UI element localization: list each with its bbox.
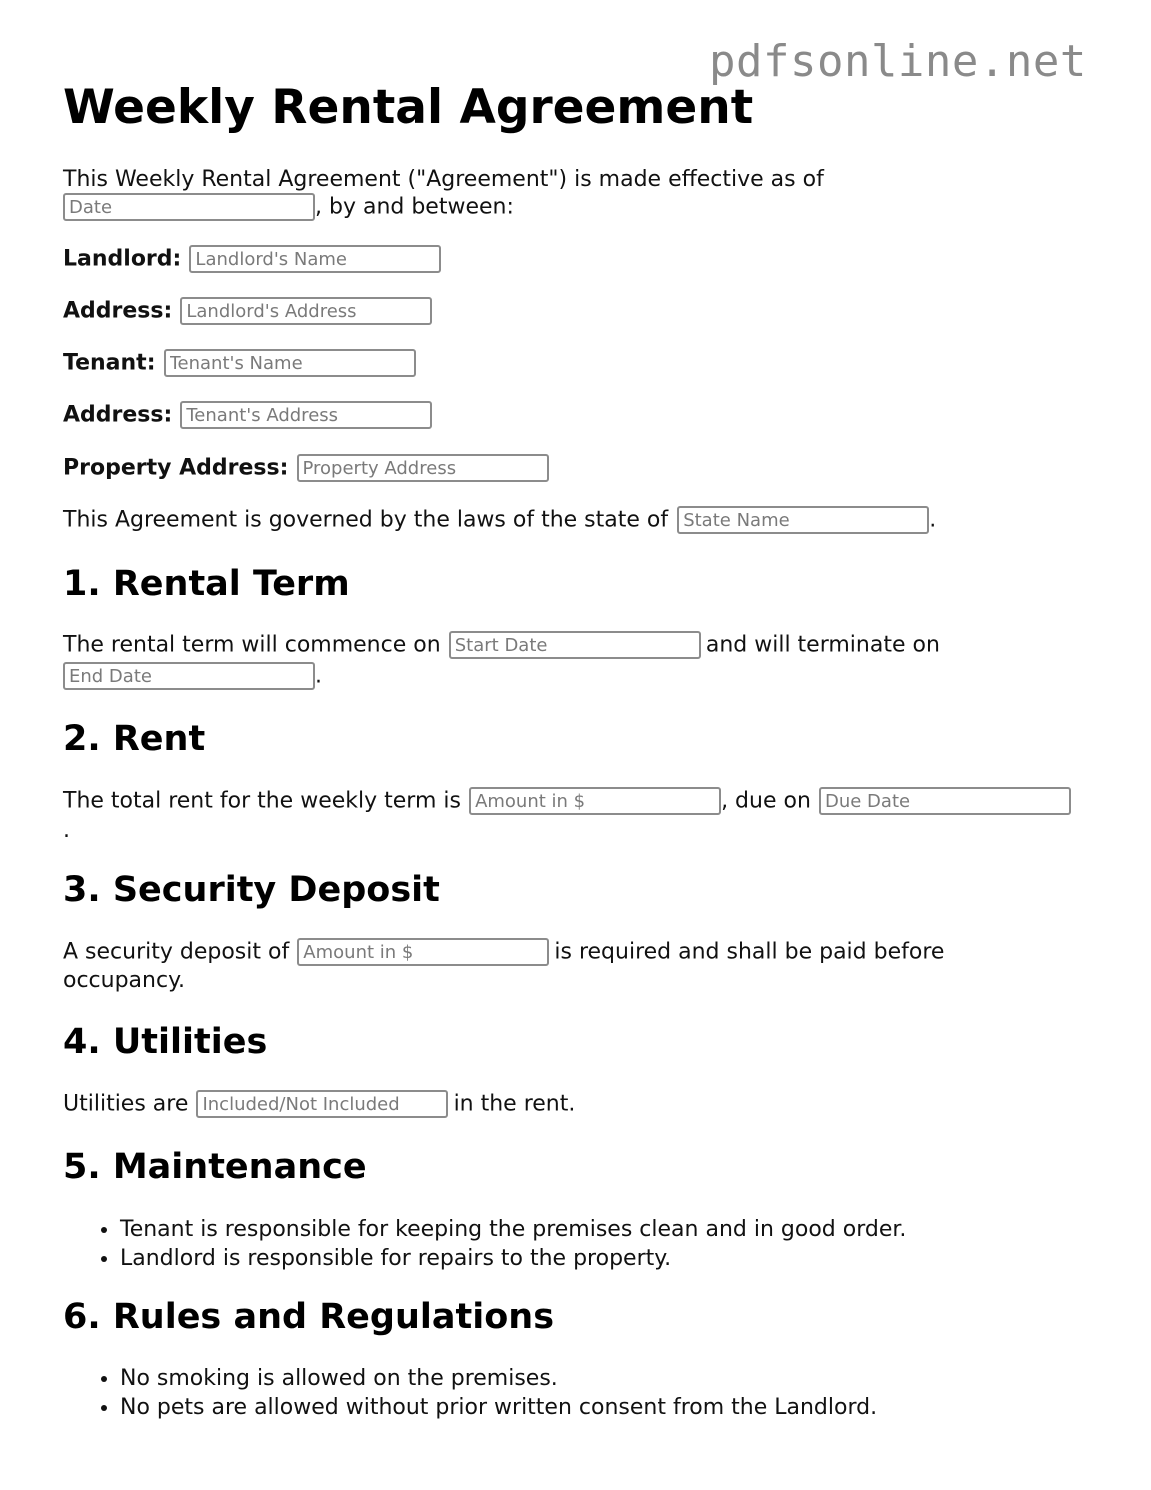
governing-text: This Agreement is governed by the laws of the state of [63,507,669,533]
state-name-input[interactable] [677,506,929,534]
security-deposit-heading: 3. Security Deposit [63,870,440,910]
intro-text-after: , by and between: [315,194,514,220]
landlord-name-input[interactable] [189,245,441,273]
list-item: • Tenant is responsible for keeping the premises clean and in good order. [120,1215,906,1244]
landlord-row [63,245,441,273]
rental-term-heading: 1. Rental Term [63,564,350,604]
rent-row [63,787,1071,815]
intro-text: This Weekly Rental Agreement ("Agreement") is made effective as of [63,167,824,192]
utilities-text: Utilities are [63,1091,189,1117]
end-date-input[interactable] [63,662,315,690]
landlord-address-label: Address: [63,298,173,324]
utilities-text-2: in the rent. [453,1091,576,1117]
tenant-name-input[interactable] [164,349,416,377]
tenant-row [63,349,416,377]
property-address-label: Property Address: [63,455,289,481]
landlord-address-input[interactable] [180,297,432,325]
governing-period: . [929,507,937,533]
maintenance-list [63,1215,906,1273]
rental-term-text-2: and will terminate on [705,632,940,658]
rent-heading: 2. Rent [63,719,206,759]
rental-term-end-row [63,662,322,690]
landlord-label: Landlord: [63,246,182,272]
maintenance-heading: 5. Maintenance [63,1147,367,1187]
rental-term-row [63,631,940,659]
deposit-row [63,938,944,966]
tenant-address-input[interactable] [180,401,432,429]
governing-row [63,506,936,534]
utilities-heading: 4. Utilities [63,1022,268,1062]
deposit-text-2: is required and shall be paid before [554,939,945,965]
list-item: • Landlord is responsible for repairs to the property. [120,1244,906,1273]
page-title: Weekly Rental Agreement [63,80,754,135]
watermark: pdfsonline.net [709,36,1087,87]
list-item: • No smoking is allowed on the premises. [120,1364,877,1393]
intro-date-row [63,193,514,221]
due-date-input[interactable] [819,787,1071,815]
tenant-label: Tenant: [63,350,156,376]
rules-list [63,1364,877,1422]
rent-period: . [63,818,70,843]
deposit-text-3: occupancy. [63,968,185,993]
utilities-included-input[interactable] [196,1090,448,1118]
rental-term-text: The rental term will commence on [63,632,441,658]
tenant-address-row [63,401,432,429]
effective-date-input[interactable] [63,193,315,221]
tenant-address-label: Address: [63,402,173,428]
list-item: • No pets are allowed without prior written consent from the Landlord. [120,1393,877,1422]
utilities-row [63,1090,575,1118]
rent-text: The total rent for the weekly term is [63,788,461,814]
rental-term-period: . [315,663,322,689]
deposit-amount-input[interactable] [297,938,549,966]
landlord-address-row [63,297,432,325]
rules-heading: 6. Rules and Regulations [63,1297,555,1337]
property-address-input[interactable] [297,454,549,482]
rent-text-2: , due on [721,788,811,814]
start-date-input[interactable] [449,631,701,659]
property-row [63,454,549,482]
deposit-text: A security deposit of [63,939,290,965]
rent-amount-input[interactable] [469,787,721,815]
